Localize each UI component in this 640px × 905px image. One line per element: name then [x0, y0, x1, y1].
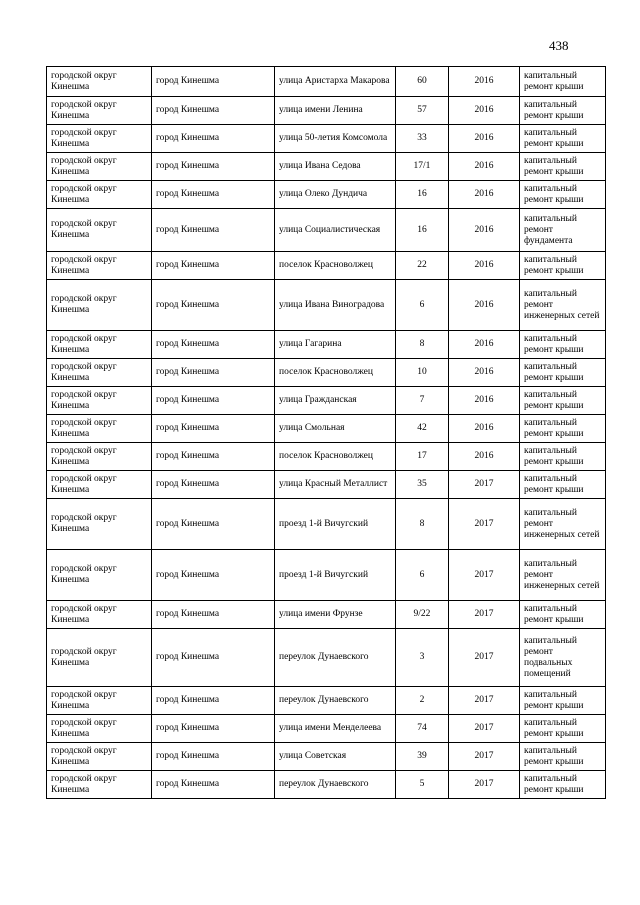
cell-house-number: 39 — [396, 743, 449, 771]
cell-city: город Кинешма — [152, 331, 275, 359]
table-row — [47, 499, 606, 550]
cell-house-number: 42 — [396, 415, 449, 443]
cell-city: город Кинешма — [152, 387, 275, 415]
cell-okrug: городской округ Кинешма — [47, 629, 152, 687]
cell-year: 2017 — [449, 499, 520, 550]
cell-house-number: 2 — [396, 687, 449, 715]
cell-street: улица Олеко Дундича — [275, 181, 396, 209]
table-row — [47, 97, 606, 125]
cell-house-number: 17/1 — [396, 153, 449, 181]
cell-okrug: городской округ Кинешма — [47, 359, 152, 387]
table-row — [47, 471, 606, 499]
table-row — [47, 252, 606, 280]
cell-work-type: капитальный ремонт крыши — [520, 687, 606, 715]
cell-house-number: 16 — [396, 209, 449, 252]
table-row — [47, 743, 606, 771]
cell-work-type: капитальный ремонт подвальных помещений — [520, 629, 606, 687]
cell-house-number: 60 — [396, 67, 449, 97]
cell-year: 2016 — [449, 252, 520, 280]
cell-work-type: капитальный ремонт крыши — [520, 771, 606, 799]
cell-city: город Кинешма — [152, 67, 275, 97]
cell-work-type: капитальный ремонт крыши — [520, 443, 606, 471]
cell-city: город Кинешма — [152, 499, 275, 550]
cell-city: город Кинешма — [152, 252, 275, 280]
table-row — [47, 280, 606, 331]
cell-street: поселок Красноволжец — [275, 443, 396, 471]
cell-city: город Кинешма — [152, 471, 275, 499]
cell-city: город Кинешма — [152, 715, 275, 743]
cell-work-type: капитальный ремонт крыши — [520, 743, 606, 771]
cell-okrug: городской округ Кинешма — [47, 743, 152, 771]
cell-work-type: капитальный ремонт инженерных сетей — [520, 280, 606, 331]
cell-street: улица Аристарха Макарова — [275, 67, 396, 97]
cell-work-type: капитальный ремонт фундамента — [520, 209, 606, 252]
table-row — [47, 415, 606, 443]
cell-street: переулок Дунаевского — [275, 771, 396, 799]
cell-street: улица имени Менделеева — [275, 715, 396, 743]
cell-street: улица Гагарина — [275, 331, 396, 359]
cell-house-number: 33 — [396, 125, 449, 153]
cell-year: 2016 — [449, 359, 520, 387]
cell-year: 2016 — [449, 415, 520, 443]
cell-house-number: 16 — [396, 181, 449, 209]
cell-work-type: капитальный ремонт крыши — [520, 331, 606, 359]
cell-year: 2017 — [449, 629, 520, 687]
page-number: 438 — [549, 38, 569, 53]
cell-street: переулок Дунаевского — [275, 629, 396, 687]
table-row — [47, 67, 606, 97]
cell-house-number: 7 — [396, 387, 449, 415]
cell-house-number: 5 — [396, 771, 449, 799]
cell-okrug: городской округ Кинешма — [47, 471, 152, 499]
cell-year: 2017 — [449, 715, 520, 743]
cell-work-type: капитальный ремонт инженерных сетей — [520, 499, 606, 550]
cell-okrug: городской округ Кинешма — [47, 415, 152, 443]
cell-year: 2016 — [449, 153, 520, 181]
table-row — [47, 209, 606, 252]
table-row — [47, 550, 606, 601]
repair-schedule-table — [46, 66, 606, 799]
cell-year: 2017 — [449, 471, 520, 499]
cell-house-number: 10 — [396, 359, 449, 387]
cell-year: 2017 — [449, 687, 520, 715]
cell-year: 2016 — [449, 209, 520, 252]
cell-year: 2016 — [449, 97, 520, 125]
cell-okrug: городской округ Кинешма — [47, 443, 152, 471]
cell-city: город Кинешма — [152, 629, 275, 687]
table-row — [47, 443, 606, 471]
cell-year: 2016 — [449, 181, 520, 209]
cell-okrug: городской округ Кинешма — [47, 67, 152, 97]
cell-house-number: 57 — [396, 97, 449, 125]
cell-street: переулок Дунаевского — [275, 687, 396, 715]
cell-okrug: городской округ Кинешма — [47, 499, 152, 550]
cell-okrug: городской округ Кинешма — [47, 252, 152, 280]
cell-street: проезд 1-й Вичугский — [275, 499, 396, 550]
cell-street: улица Социалистическая — [275, 209, 396, 252]
cell-okrug: городской округ Кинешма — [47, 687, 152, 715]
cell-okrug: городской округ Кинешма — [47, 209, 152, 252]
cell-work-type: капитальный ремонт крыши — [520, 715, 606, 743]
cell-year: 2016 — [449, 67, 520, 97]
cell-okrug: городской округ Кинешма — [47, 153, 152, 181]
table-row — [47, 153, 606, 181]
cell-house-number: 8 — [396, 331, 449, 359]
cell-house-number: 6 — [396, 550, 449, 601]
cell-city: город Кинешма — [152, 601, 275, 629]
cell-okrug: городской округ Кинешма — [47, 125, 152, 153]
cell-work-type: капитальный ремонт крыши — [520, 181, 606, 209]
cell-house-number: 17 — [396, 443, 449, 471]
table-row — [47, 331, 606, 359]
cell-year: 2017 — [449, 601, 520, 629]
table-row — [47, 125, 606, 153]
cell-year: 2017 — [449, 743, 520, 771]
cell-work-type: капитальный ремонт крыши — [520, 125, 606, 153]
cell-okrug: городской округ Кинешма — [47, 550, 152, 601]
cell-year: 2016 — [449, 125, 520, 153]
table-row — [47, 715, 606, 743]
cell-okrug: городской округ Кинешма — [47, 280, 152, 331]
cell-city: город Кинешма — [152, 97, 275, 125]
cell-okrug: городской округ Кинешма — [47, 601, 152, 629]
cell-work-type: капитальный ремонт крыши — [520, 252, 606, 280]
cell-year: 2017 — [449, 550, 520, 601]
cell-year: 2016 — [449, 331, 520, 359]
table-row — [47, 359, 606, 387]
cell-city: город Кинешма — [152, 181, 275, 209]
cell-city: город Кинешма — [152, 687, 275, 715]
cell-house-number: 22 — [396, 252, 449, 280]
cell-house-number: 8 — [396, 499, 449, 550]
cell-house-number: 3 — [396, 629, 449, 687]
table-row — [47, 601, 606, 629]
cell-okrug: городской округ Кинешма — [47, 181, 152, 209]
cell-house-number: 74 — [396, 715, 449, 743]
cell-work-type: капитальный ремонт крыши — [520, 415, 606, 443]
cell-year: 2016 — [449, 443, 520, 471]
table-row — [47, 687, 606, 715]
cell-street: улица имени Ленина — [275, 97, 396, 125]
cell-work-type: капитальный ремонт крыши — [520, 97, 606, 125]
cell-city: город Кинешма — [152, 280, 275, 331]
cell-city: город Кинешма — [152, 153, 275, 181]
cell-work-type: капитальный ремонт крыши — [520, 153, 606, 181]
cell-okrug: городской округ Кинешма — [47, 771, 152, 799]
cell-work-type: капитальный ремонт крыши — [520, 601, 606, 629]
table-row — [47, 629, 606, 687]
table-row — [47, 181, 606, 209]
cell-okrug: городской округ Кинешма — [47, 97, 152, 125]
cell-work-type: капитальный ремонт крыши — [520, 471, 606, 499]
cell-street: улица Советская — [275, 743, 396, 771]
cell-okrug: городской округ Кинешма — [47, 331, 152, 359]
cell-house-number: 9/22 — [396, 601, 449, 629]
cell-street: улица Смольная — [275, 415, 396, 443]
cell-okrug: городской округ Кинешма — [47, 387, 152, 415]
cell-city: город Кинешма — [152, 550, 275, 601]
cell-street: улица Ивана Седова — [275, 153, 396, 181]
cell-city: город Кинешма — [152, 125, 275, 153]
cell-work-type: капитальный ремонт крыши — [520, 67, 606, 97]
cell-street: улица Красный Металлист — [275, 471, 396, 499]
cell-city: город Кинешма — [152, 443, 275, 471]
cell-house-number: 6 — [396, 280, 449, 331]
cell-street: улица Гражданская — [275, 387, 396, 415]
cell-street: улица 50-летия Комсомола — [275, 125, 396, 153]
cell-street: улица Ивана Виноградова — [275, 280, 396, 331]
table-row — [47, 771, 606, 799]
cell-year: 2016 — [449, 280, 520, 331]
cell-city: город Кинешма — [152, 415, 275, 443]
table-row — [47, 387, 606, 415]
table-body — [47, 67, 606, 799]
cell-year: 2017 — [449, 771, 520, 799]
cell-city: город Кинешма — [152, 359, 275, 387]
cell-street: проезд 1-й Вичугский — [275, 550, 396, 601]
cell-work-type: капитальный ремонт крыши — [520, 359, 606, 387]
cell-street: поселок Красноволжец — [275, 359, 396, 387]
cell-house-number: 35 — [396, 471, 449, 499]
cell-work-type: капитальный ремонт крыши — [520, 387, 606, 415]
cell-street: поселок Красноволжец — [275, 252, 396, 280]
cell-city: город Кинешма — [152, 743, 275, 771]
cell-okrug: городской округ Кинешма — [47, 715, 152, 743]
cell-work-type: капитальный ремонт инженерных сетей — [520, 550, 606, 601]
cell-city: город Кинешма — [152, 771, 275, 799]
cell-year: 2016 — [449, 387, 520, 415]
cell-street: улица имени Фрунзе — [275, 601, 396, 629]
cell-city: город Кинешма — [152, 209, 275, 252]
